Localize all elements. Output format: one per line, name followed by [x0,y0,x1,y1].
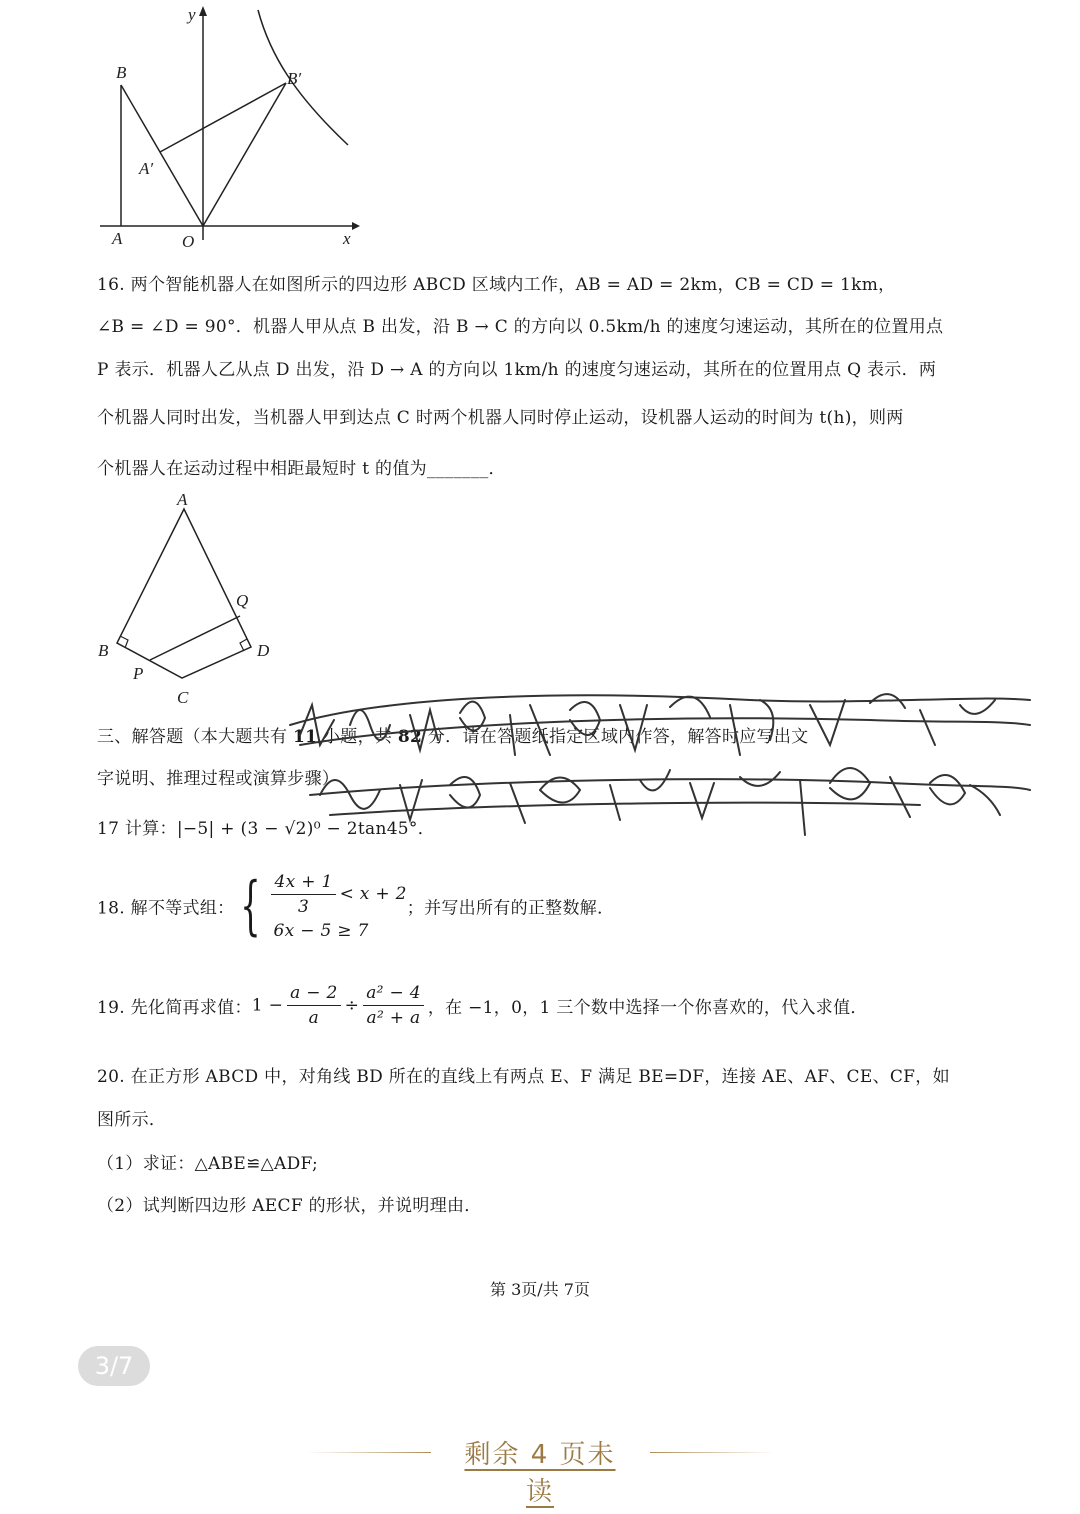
label-O: O [182,232,195,251]
figure-q16 [90,485,290,710]
label-B: B [98,641,109,660]
q16-line2: ∠B = ∠D = 90°．机器人甲从点 B 出发，沿 B → C 的方向以 0.5km/h 的速度匀速运动，其所在的位置用点 [97,317,944,337]
label-A-prime: A′ [139,159,154,178]
label-A: A [112,229,123,248]
figure-q15 [90,0,370,255]
q19-one-minus: 1 − [251,995,284,1016]
segment-PQ [150,616,240,660]
section3-heading-n1: 11 [293,727,318,747]
q17-prefix: 17 计算： [97,819,177,839]
q20-part1: （1）求证：△ABE≌△ADF; [97,1154,319,1174]
label-B-prime: B′ [287,69,302,88]
q19-suffix: ，在 −1，0，1 三个数中选择一个你喜欢的，代入求值． [427,998,868,1018]
q18-brace: { [240,869,262,943]
y-axis-arrow [199,6,207,16]
label-x: x [343,229,351,248]
label-B: B [116,63,127,82]
section3-heading-n2: 82 [397,727,423,747]
segment-OB-prime [203,83,286,226]
q18-frac-den: 3 [297,896,310,917]
label-P: P [133,664,144,683]
q18-frac-num: 4x + 1 [271,872,335,895]
hyperbola-curve [258,10,348,145]
q17-expr: |−5| + (3 − √2)⁰ − 2tan45°． [176,819,436,839]
q19-f1-den: a [308,1008,320,1028]
q19-f1-num: a − 2 [287,983,341,1006]
q18 [97,866,614,946]
quadrilateral-ABCD [117,509,251,678]
q18-ineq1 [267,872,406,917]
q20-line2: 图所示． [97,1110,167,1130]
q16-line1: 16. 两个智能机器人在如图所示的四边形 ABCD 区域内工作，AB = AD = 2km，CB = CD = 1km， [97,275,896,295]
section3-heading-line2: 字说明、推理过程或演算步骤） [97,769,340,789]
label-A: A [177,490,188,509]
segment-BO [121,85,203,226]
q18-suffix: ；并写出所有的正整数解． [406,898,615,919]
q18-ineq2: 6x − 5 ≥ 7 [273,920,369,941]
q19-prefix: 19. 先化简再求值： [97,998,252,1018]
page-number: 第 3页/共 7页 [490,1280,590,1299]
q20-line1: 20. 在正方形 ABCD 中，对角线 BD 所在的直线上有两点 E、F 满足 BE=DF，连接 AE、AF、CE、CF，如 [97,1067,950,1087]
remaining-pages-bar [0,1430,1080,1507]
segment-A-prime-B-prime [160,83,286,152]
section3-heading-c: 分．请在答题纸指定区域内作答，解答时应写出文 [422,727,809,747]
section3-heading-a: 三、解答题（本大题共有 [97,727,294,747]
q18-fraction [271,872,335,917]
q18-ineq1-rest: < x + 2 [339,883,407,904]
label-Q: Q [236,591,249,610]
q19-f2-den: a² + a [366,1008,421,1028]
q19 [97,983,868,1028]
q19-f2-num: a² − 4 [363,983,424,1006]
label-D: D [257,641,270,660]
x-axis-arrow [352,222,360,230]
q16-line5: 个机器人在运动过程中相距最短时 t 的值为_______． [97,459,506,479]
label-y: y [188,5,196,24]
q18-prefix: 18. 解不等式组： [97,898,235,919]
page-indicator-badge: 3/7 [78,1346,150,1386]
label-C: C [177,688,189,707]
q18-system [267,872,406,941]
read-remaining-link[interactable]: 剩余 4 页未读 [464,1440,616,1507]
q19-fraction-2 [363,983,424,1028]
section3-heading-b: 小题，共 [317,727,398,747]
q16-line4: 个机器人同时出发，当机器人甲到达点 C 时两个机器人同时停止运动，设机器人运动的时间为 t(h)，则两 [97,408,904,428]
q19-fraction-1 [287,983,341,1028]
q16-line3: P 表示．机器人乙从点 D 出发，沿 D → A 的方向以 1km/h 的速度匀速运动，其所在的位置用点 Q 表示．两 [97,360,937,380]
handwritten-scribble-overlay [270,665,1040,865]
q20-part2: （2）试判断四边形 AECF 的形状，并说明理由． [97,1196,482,1216]
divider-right [650,1452,775,1453]
q19-div: ÷ [344,995,360,1016]
divider-left [306,1452,431,1453]
